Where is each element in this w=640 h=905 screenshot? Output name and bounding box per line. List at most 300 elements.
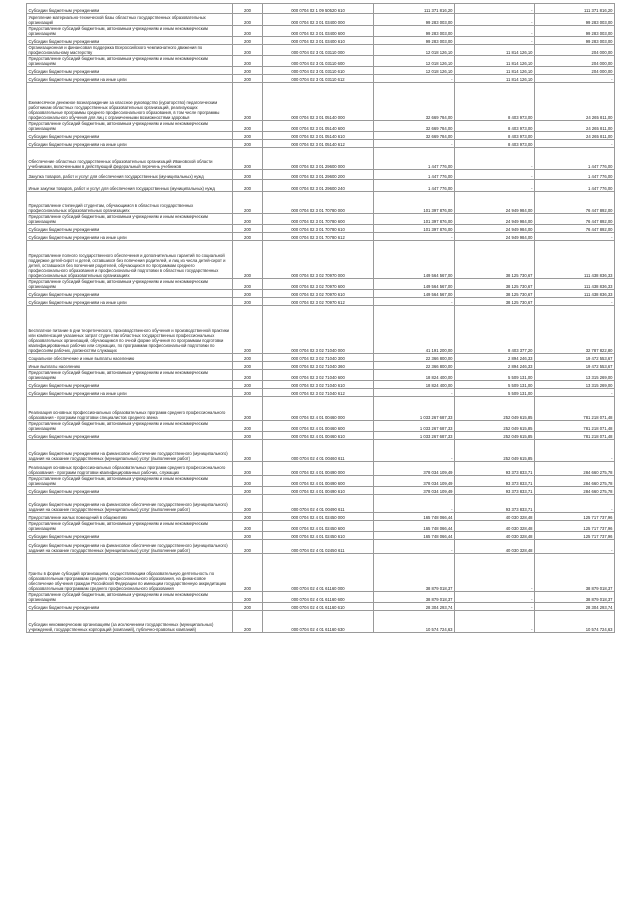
cell-line-code: 200 — [233, 521, 263, 532]
cell-executed-amount: 24 949 984,00 — [455, 192, 535, 214]
cell-line-code: 200 — [233, 554, 263, 592]
cell-approved-amount: 1 033 267 687,33 — [374, 421, 455, 432]
cell-executed-amount: 8 403 973,00 — [455, 121, 535, 132]
cell-executed-amount: 8 403 973,00 — [455, 140, 535, 148]
cell-budget-classification: 000 0704 02 4 01 00460 000 — [263, 397, 374, 421]
cell-description: Субсидии бюджетным учреждениям — [27, 225, 233, 233]
cell-executed-amount: 8 403 973,00 — [455, 83, 535, 121]
cell-unexecuted-amount: 204 000,00 — [535, 67, 615, 75]
cell-unexecuted-amount: 204 000,00 — [535, 45, 615, 56]
cell-budget-classification: 000 0704 02 3 01 05140 612 — [263, 140, 374, 148]
cell-description: Предоставление полного государственного обеспечения и дополнительных гарантий по социальной поддержке детей-сирот и детей, оставшихся без попечения родителей, и лиц из числа детей-сирот и детей, оставшихся без попечения родителей, обучающихся по программам среднего профессионального образования и профессиональной подготовки в областных государственных профессиональных образовательных организациях — [27, 241, 233, 279]
cell-executed-amount: 93 373 833,71 — [455, 487, 535, 495]
cell-budget-classification: 000 0704 02 3 01 03110 600 — [263, 56, 374, 67]
cell-description: Гранты в форме субсидий организациям, осуществляющим образовательную деятельность по образовательным программам среднего профессионального образования, на финансовое обеспечение обучения граждан Российской Федерации по имеющим государственную аккредитацию образовательным программам среднего профессионального образования — [27, 554, 233, 592]
table-row — [27, 4, 615, 14]
cell-approved-amount: 99 283 003,00 — [374, 14, 455, 26]
cell-budget-classification: 000 0704 02 3 02 71040 612 — [263, 389, 374, 397]
cell-line-code: 200 — [233, 476, 263, 487]
table-row — [27, 362, 615, 370]
cell-line-code: 200 — [233, 389, 263, 397]
cell-line-code: 200 — [233, 397, 263, 421]
cell-executed-amount: 11 814 126,10 — [455, 45, 535, 56]
cell-budget-classification: 000 0704 02 3 01 29600 200 — [263, 170, 374, 180]
cell-approved-amount: 99 283 003,00 — [374, 37, 455, 45]
cell-unexecuted-amount: 38 879 018,37 — [535, 554, 615, 592]
cell-unexecuted-amount: 125 717 737,96 — [535, 513, 615, 521]
cell-executed-amount: 2 894 246,33 — [455, 354, 535, 362]
cell-approved-amount: 28 304 293,74 — [374, 603, 455, 611]
cell-line-code: 200 — [233, 241, 263, 279]
budget-table-body — [27, 4, 615, 633]
cell-unexecuted-amount: 19 472 553,67 — [535, 354, 615, 362]
cell-executed-amount: 38 125 730,67 — [455, 290, 535, 298]
cell-budget-classification: 000 0704 02 4 01 02450 000 — [263, 513, 374, 521]
cell-budget-classification: 000 0704 02 3 02 70970 610 — [263, 290, 374, 298]
cell-approved-amount: 1 447 776,00 — [374, 170, 455, 180]
cell-description: Субсидии бюджетным учреждениям — [27, 381, 233, 389]
cell-executed-amount: 93 373 833,71 — [455, 462, 535, 476]
cell-line-code: 200 — [233, 603, 263, 611]
cell-budget-classification: 000 0704 02 4 01 02450 610 — [263, 532, 374, 540]
cell-unexecuted-amount: 781 218 071,48 — [535, 432, 615, 440]
table-row — [27, 132, 615, 140]
table-row — [27, 180, 615, 192]
cell-approved-amount: - — [374, 440, 455, 462]
cell-description: Реализация основных профессиональных образовательных программ среднего профессионального образования - программ подготовки квалифицированных рабочих, служащих — [27, 462, 233, 476]
cell-unexecuted-amount: 1 447 776,00 — [535, 180, 615, 192]
cell-approved-amount: 12 018 126,10 — [374, 67, 455, 75]
cell-line-code: 200 — [233, 421, 263, 432]
cell-executed-amount: 24 949 984,00 — [455, 233, 535, 241]
cell-line-code: 200 — [233, 45, 263, 56]
cell-budget-classification: 000 0704 02 3 01 03110 612 — [263, 75, 374, 83]
cell-executed-amount: 252 049 615,85 — [455, 397, 535, 421]
cell-budget-classification: 000 0704 02 4 01 00460 611 — [263, 440, 374, 462]
cell-line-code: 200 — [233, 4, 263, 14]
table-row — [27, 532, 615, 540]
cell-line-code: 200 — [233, 214, 263, 225]
cell-line-code: 200 — [233, 362, 263, 370]
cell-approved-amount: 12 018 126,10 — [374, 56, 455, 67]
cell-budget-classification: 000 0704 02 3 02 70970 600 — [263, 279, 374, 290]
table-row — [27, 37, 615, 45]
cell-executed-amount: 93 373 833,71 — [455, 495, 535, 513]
cell-approved-amount: 18 824 400,00 — [374, 370, 455, 381]
cell-budget-classification: 000 0704 02 3 02 71040 610 — [263, 381, 374, 389]
cell-unexecuted-amount: 38 879 018,37 — [535, 592, 615, 603]
cell-description: Предоставление субсидий бюджетным, автономным учреждениям и иным некоммерческим организациям — [27, 56, 233, 67]
cell-description: Субсидии бюджетным учреждениям — [27, 603, 233, 611]
cell-executed-amount: 252 049 615,85 — [455, 432, 535, 440]
cell-approved-amount: 165 748 066,44 — [374, 532, 455, 540]
cell-budget-classification: 000 0704 02 3 02 71040 360 — [263, 362, 374, 370]
cell-description: Субсидии бюджетным учреждениям на финансовое обеспечение государственного (муниципального) задания на оказание государственных (муниципальных) услуг (выполнение работ) — [27, 495, 233, 513]
cell-executed-amount: 5 509 131,00 — [455, 389, 535, 397]
cell-approved-amount: 149 564 567,00 — [374, 241, 455, 279]
cell-description: Организационная и финансовая поддержка Всероссийского чемпионатного движения по профессиональному мастерству — [27, 45, 233, 56]
cell-budget-classification: 000 0704 02 4 01 00490 611 — [263, 495, 374, 513]
table-row — [27, 14, 615, 26]
cell-executed-amount: 38 125 730,67 — [455, 279, 535, 290]
cell-approved-amount: - — [374, 75, 455, 83]
cell-line-code: 200 — [233, 121, 263, 132]
cell-approved-amount: 1 033 267 687,33 — [374, 432, 455, 440]
cell-budget-classification: 000 0704 02 4 01 61160 630 — [263, 611, 374, 633]
cell-approved-amount: - — [374, 389, 455, 397]
cell-unexecuted-amount: - — [535, 75, 615, 83]
table-row — [27, 279, 615, 290]
cell-approved-amount: 111 371 816,20 — [374, 4, 455, 14]
cell-budget-classification: 000 0704 02 4 01 02450 611 — [263, 540, 374, 554]
cell-executed-amount: 40 030 328,48 — [455, 513, 535, 521]
cell-line-code: 200 — [233, 75, 263, 83]
table-row — [27, 540, 615, 554]
cell-budget-classification: 000 0704 02 3 01 05140 600 — [263, 121, 374, 132]
cell-description: Субсидии некоммерческим организациям (за исключением государственных (муниципальных) учреждений, государственных корпораций (компаний), публично-правовых компаний) — [27, 611, 233, 633]
cell-executed-amount: - — [455, 26, 535, 37]
table-row — [27, 487, 615, 495]
cell-approved-amount: 378 034 109,49 — [374, 476, 455, 487]
cell-unexecuted-amount: 99 283 003,00 — [535, 26, 615, 37]
table-row — [27, 611, 615, 633]
report-sheet — [26, 3, 614, 633]
cell-budget-classification: 000 0704 02 4 01 02450 600 — [263, 521, 374, 532]
cell-approved-amount: 1 447 776,00 — [374, 148, 455, 170]
cell-executed-amount: 40 030 328,48 — [455, 532, 535, 540]
cell-description: Предоставление субсидий бюджетным, автономным учреждениям и иным некоммерческим организациям — [27, 279, 233, 290]
cell-executed-amount: 38 125 730,67 — [455, 298, 535, 306]
cell-line-code: 200 — [233, 432, 263, 440]
cell-line-code: 200 — [233, 306, 263, 354]
table-row — [27, 233, 615, 241]
cell-approved-amount: 99 283 003,00 — [374, 26, 455, 37]
table-row — [27, 462, 615, 476]
cell-line-code: 200 — [233, 370, 263, 381]
cell-unexecuted-amount: 125 717 737,96 — [535, 521, 615, 532]
cell-unexecuted-amount: 19 472 553,67 — [535, 362, 615, 370]
cell-approved-amount: 18 824 400,00 — [374, 381, 455, 389]
cell-line-code: 200 — [233, 495, 263, 513]
cell-executed-amount: - — [455, 554, 535, 592]
cell-unexecuted-amount: 13 315 269,00 — [535, 381, 615, 389]
table-row — [27, 476, 615, 487]
cell-budget-classification: 000 0704 02 4 01 00460 600 — [263, 421, 374, 432]
cell-unexecuted-amount: 111 438 836,33 — [535, 241, 615, 279]
cell-budget-classification: 000 0704 02 3 01 05140 610 — [263, 132, 374, 140]
cell-budget-classification: 000 0704 02 4 01 00490 000 — [263, 462, 374, 476]
cell-unexecuted-amount: 13 315 269,00 — [535, 370, 615, 381]
cell-description: Предоставление субсидий бюджетным, автономным учреждениям и иным некоммерческим организациям — [27, 421, 233, 432]
cell-unexecuted-amount: 28 304 293,74 — [535, 603, 615, 611]
table-row — [27, 440, 615, 462]
cell-budget-classification: 000 0704 02 3 01 70780 610 — [263, 225, 374, 233]
table-row — [27, 75, 615, 83]
cell-unexecuted-amount: - — [535, 495, 615, 513]
table-row — [27, 554, 615, 592]
cell-executed-amount: - — [455, 37, 535, 45]
cell-executed-amount: 8 403 377,20 — [455, 306, 535, 354]
cell-line-code: 200 — [233, 279, 263, 290]
cell-approved-amount: 32 669 784,00 — [374, 83, 455, 121]
cell-description: Субсидии бюджетным учреждениям на иные цели — [27, 233, 233, 241]
table-row — [27, 241, 615, 279]
cell-executed-amount: 40 030 328,48 — [455, 521, 535, 532]
cell-line-code: 200 — [233, 148, 263, 170]
cell-approved-amount: - — [374, 140, 455, 148]
cell-description: Субсидии бюджетным учреждениям на финансовое обеспечение государственного (муниципального) задания на оказание государственных (муниципальных) услуг (выполнение работ) — [27, 540, 233, 554]
cell-description: Субсидии бюджетным учреждениям на иные цели — [27, 389, 233, 397]
cell-unexecuted-amount: 76 447 892,00 — [535, 214, 615, 225]
cell-budget-classification: 000 0704 02 3 01 03110 610 — [263, 67, 374, 75]
table-row — [27, 421, 615, 432]
cell-description: Субсидии бюджетным учреждениям на иные цели — [27, 298, 233, 306]
table-row — [27, 603, 615, 611]
cell-description: Субсидии бюджетным учреждениям — [27, 487, 233, 495]
cell-description: Предоставление субсидий бюджетным, автономным учреждениям и иным некоммерческим организациям — [27, 521, 233, 532]
cell-executed-amount: 11 814 126,10 — [455, 75, 535, 83]
cell-executed-amount: 24 949 984,00 — [455, 214, 535, 225]
cell-line-code: 200 — [233, 26, 263, 37]
cell-description: Предоставление субсидий бюджетным, автономным учреждениям и иным некоммерческим организациям — [27, 121, 233, 132]
cell-line-code: 200 — [233, 192, 263, 214]
cell-description: Укрепление материально-технической базы областных государственных образовательных организаций — [27, 14, 233, 26]
cell-approved-amount: 165 748 066,44 — [374, 521, 455, 532]
cell-line-code: 200 — [233, 170, 263, 180]
cell-budget-classification: 000 0704 02 4 01 00460 610 — [263, 432, 374, 440]
cell-approved-amount: 149 564 567,00 — [374, 279, 455, 290]
cell-unexecuted-amount: 24 265 811,00 — [535, 83, 615, 121]
table-row — [27, 140, 615, 148]
cell-unexecuted-amount: - — [535, 233, 615, 241]
cell-approved-amount: 22 366 800,00 — [374, 362, 455, 370]
cell-approved-amount: 41 191 200,00 — [374, 306, 455, 354]
cell-line-code: 200 — [233, 440, 263, 462]
table-row — [27, 192, 615, 214]
cell-description: Субсидии бюджетным учреждениям — [27, 432, 233, 440]
cell-line-code: 200 — [233, 14, 263, 26]
cell-description: Субсидии бюджетным учреждениям — [27, 37, 233, 45]
cell-description: Предоставление стипендий студентам, обучающимся в областных государственных профессиональных образовательных организациях — [27, 192, 233, 214]
cell-description: Субсидии бюджетным учреждениям — [27, 290, 233, 298]
budget-table — [26, 3, 615, 633]
table-row — [27, 56, 615, 67]
cell-approved-amount: 10 574 724,63 — [374, 611, 455, 633]
cell-description: Реализация основных профессиональных образовательных программ среднего профессионального образования - программ подготовки специалистов среднего звена — [27, 397, 233, 421]
cell-line-code: 200 — [233, 381, 263, 389]
cell-unexecuted-amount: - — [535, 540, 615, 554]
cell-approved-amount: - — [374, 233, 455, 241]
cell-budget-classification: 000 0704 02 3 01 29600 000 — [263, 148, 374, 170]
cell-approved-amount: 22 366 800,00 — [374, 354, 455, 362]
cell-executed-amount: - — [455, 592, 535, 603]
cell-budget-classification: 000 0704 02 3 01 70780 000 — [263, 192, 374, 214]
cell-executed-amount: - — [455, 14, 535, 26]
cell-executed-amount: - — [455, 603, 535, 611]
cell-budget-classification: 000 0704 02 1 09 50520 610 — [263, 4, 374, 14]
table-row — [27, 170, 615, 180]
cell-unexecuted-amount: 99 283 003,00 — [535, 37, 615, 45]
table-row — [27, 290, 615, 298]
cell-line-code: 200 — [233, 290, 263, 298]
cell-budget-classification: 000 0704 02 3 01 70780 612 — [263, 233, 374, 241]
cell-line-code: 200 — [233, 487, 263, 495]
cell-approved-amount: 1 447 776,00 — [374, 180, 455, 192]
cell-unexecuted-amount: - — [535, 298, 615, 306]
cell-line-code: 200 — [233, 140, 263, 148]
cell-description: Субсидии бюджетным учреждениям — [27, 532, 233, 540]
cell-executed-amount: 40 030 328,48 — [455, 540, 535, 554]
cell-budget-classification: 000 0704 02 4 01 61160 000 — [263, 554, 374, 592]
cell-description: Иные выплаты населению — [27, 362, 233, 370]
cell-approved-amount: 101 397 876,00 — [374, 192, 455, 214]
cell-unexecuted-amount: 204 000,00 — [535, 56, 615, 67]
cell-description: Предоставление жилых помещений в общежитиях — [27, 513, 233, 521]
cell-unexecuted-amount: 76 447 892,00 — [535, 225, 615, 233]
cell-description: Субсидии бюджетным учреждениям — [27, 67, 233, 75]
cell-approved-amount: 12 018 126,10 — [374, 45, 455, 56]
cell-unexecuted-amount: 1 447 776,00 — [535, 148, 615, 170]
cell-line-code: 200 — [233, 462, 263, 476]
cell-description: Предоставление субсидий бюджетным, автономным учреждениям и иным некоммерческим организациям — [27, 370, 233, 381]
cell-line-code: 200 — [233, 56, 263, 67]
cell-budget-classification: 000 0704 02 3 02 70970 612 — [263, 298, 374, 306]
cell-description: Субсидии бюджетным учреждениям на иные цели — [27, 75, 233, 83]
table-row — [27, 67, 615, 75]
cell-unexecuted-amount: 284 660 275,78 — [535, 476, 615, 487]
cell-description: Ежемесячное денежное вознаграждение за классное руководство (кураторство) педагогическим работникам областных государственных образовательных организаций, реализующих образовательные программы среднего профессионального образования, в том числе программы профессионального обучения для лиц с ограниченными возможностями здоровья — [27, 83, 233, 121]
table-row — [27, 397, 615, 421]
cell-executed-amount: - — [455, 611, 535, 633]
cell-line-code: 200 — [233, 132, 263, 140]
cell-description: Предоставление субсидий бюджетным, автономным учреждениям и иным некоммерческим организациям — [27, 592, 233, 603]
cell-description: Субсидии бюджетным учреждениям на финансовое обеспечение государственного (муниципального) задания на оказание государственных (муниципальных) услуг (выполнение работ) — [27, 440, 233, 462]
cell-budget-classification: 000 0704 02 3 01 05140 000 — [263, 83, 374, 121]
cell-executed-amount: 252 049 615,85 — [455, 440, 535, 462]
table-row — [27, 354, 615, 362]
cell-approved-amount: - — [374, 540, 455, 554]
cell-description: Закупка товаров, работ и услуг для обеспечения государственных (муниципальных) нужд — [27, 170, 233, 180]
cell-unexecuted-amount: 32 787 822,80 — [535, 306, 615, 354]
cell-description: Предоставление субсидий бюджетным, автономным учреждениям и иным некоммерческим организациям — [27, 26, 233, 37]
cell-description: Иные закупки товаров, работ и услуг для обеспечения государственных (муниципальных) нужд — [27, 180, 233, 192]
cell-unexecuted-amount: 111 371 816,20 — [535, 4, 615, 14]
cell-unexecuted-amount: 284 660 275,78 — [535, 487, 615, 495]
cell-unexecuted-amount: 781 218 071,48 — [535, 397, 615, 421]
table-row — [27, 495, 615, 513]
table-row — [27, 121, 615, 132]
cell-budget-classification: 000 0704 02 3 02 71040 600 — [263, 370, 374, 381]
cell-line-code: 200 — [233, 611, 263, 633]
table-row — [27, 432, 615, 440]
table-row — [27, 83, 615, 121]
cell-budget-classification: 000 0704 02 4 01 00490 600 — [263, 476, 374, 487]
cell-description: Предоставление субсидий бюджетным, автономным учреждениям и иным некоммерческим организациям — [27, 476, 233, 487]
cell-description: Обеспечение областных государственных образовательных организаций Ивановской области учебниками, включенными в действующий федеральный перечень учебников — [27, 148, 233, 170]
cell-line-code: 200 — [233, 67, 263, 75]
cell-description: Социальное обеспечение и иные выплаты населению — [27, 354, 233, 362]
cell-budget-classification: 000 0704 02 4 01 61160 610 — [263, 603, 374, 611]
cell-line-code: 200 — [233, 532, 263, 540]
cell-executed-amount: 5 509 131,00 — [455, 370, 535, 381]
table-row — [27, 148, 615, 170]
cell-approved-amount: 378 034 109,49 — [374, 487, 455, 495]
cell-approved-amount: 38 879 018,37 — [374, 554, 455, 592]
cell-unexecuted-amount: 125 717 737,96 — [535, 532, 615, 540]
cell-approved-amount: 149 564 567,00 — [374, 290, 455, 298]
cell-line-code: 200 — [233, 180, 263, 192]
cell-budget-classification: 000 0704 02 3 01 03400 600 — [263, 26, 374, 37]
cell-budget-classification: 000 0704 02 3 01 70780 600 — [263, 214, 374, 225]
cell-executed-amount: 11 814 126,10 — [455, 56, 535, 67]
cell-approved-amount: 165 748 066,44 — [374, 513, 455, 521]
cell-approved-amount: - — [374, 298, 455, 306]
cell-unexecuted-amount: - — [535, 140, 615, 148]
cell-executed-amount: 2 894 246,33 — [455, 362, 535, 370]
cell-executed-amount: - — [455, 180, 535, 192]
table-row — [27, 26, 615, 37]
cell-description: Субсидии бюджетным учреждениям — [27, 132, 233, 140]
table-row — [27, 513, 615, 521]
cell-description: Предоставление субсидий бюджетным, автономным учреждениям и иным некоммерческим организациям — [27, 214, 233, 225]
cell-budget-classification: 000 0704 02 3 02 70970 000 — [263, 241, 374, 279]
cell-description: Субсидии бюджетным учреждениям на иные цели — [27, 140, 233, 148]
table-row — [27, 521, 615, 532]
cell-executed-amount: 5 509 131,00 — [455, 381, 535, 389]
cell-budget-classification: 000 0704 02 3 02 71040 300 — [263, 354, 374, 362]
table-row — [27, 45, 615, 56]
cell-line-code: 200 — [233, 298, 263, 306]
table-row — [27, 214, 615, 225]
cell-approved-amount: - — [374, 495, 455, 513]
table-row — [27, 298, 615, 306]
cell-executed-amount: 252 049 615,85 — [455, 421, 535, 432]
cell-approved-amount: 32 669 784,00 — [374, 132, 455, 140]
cell-unexecuted-amount: 1 447 776,00 — [535, 170, 615, 180]
cell-executed-amount: 38 125 730,67 — [455, 241, 535, 279]
table-row — [27, 381, 615, 389]
cell-approved-amount: 101 397 876,00 — [374, 214, 455, 225]
cell-unexecuted-amount: 24 265 811,00 — [535, 121, 615, 132]
cell-description: Субсидии бюджетным учреждениям — [27, 4, 233, 14]
cell-approved-amount: 378 034 109,49 — [374, 462, 455, 476]
cell-line-code: 200 — [233, 592, 263, 603]
cell-approved-amount: 1 033 267 687,33 — [374, 397, 455, 421]
table-row — [27, 225, 615, 233]
cell-description: Бесплатное питание в дни теоретического, производственного обучения и производственной практики или компенсация указанных затрат студентам областных государственных профессиональных образовательных организаций, обучающимся по очной форме обучения по программам подготовки квалифицированных рабочих или служащих, по программам профессиональной подготовки по профессиям рабочих, должностям служащих — [27, 306, 233, 354]
cell-budget-classification: 000 0704 02 3 02 71040 000 — [263, 306, 374, 354]
cell-budget-classification: 000 0704 02 3 01 03400 000 — [263, 14, 374, 26]
cell-executed-amount: 11 814 126,10 — [455, 67, 535, 75]
cell-executed-amount: - — [455, 148, 535, 170]
cell-unexecuted-amount: 99 283 003,00 — [535, 14, 615, 26]
cell-unexecuted-amount: 24 265 811,00 — [535, 132, 615, 140]
cell-line-code: 200 — [233, 513, 263, 521]
table-row — [27, 389, 615, 397]
cell-executed-amount: - — [455, 170, 535, 180]
cell-executed-amount: - — [455, 4, 535, 14]
cell-budget-classification: 000 0704 02 3 01 03400 610 — [263, 37, 374, 45]
cell-budget-classification: 000 0704 02 3 01 29600 240 — [263, 180, 374, 192]
table-row — [27, 592, 615, 603]
cell-executed-amount: 24 949 984,00 — [455, 225, 535, 233]
cell-line-code: 200 — [233, 233, 263, 241]
cell-unexecuted-amount: - — [535, 440, 615, 462]
cell-approved-amount: 101 397 876,00 — [374, 225, 455, 233]
cell-approved-amount: 38 879 018,37 — [374, 592, 455, 603]
cell-unexecuted-amount: 10 574 724,63 — [535, 611, 615, 633]
cell-unexecuted-amount: 284 660 275,78 — [535, 462, 615, 476]
